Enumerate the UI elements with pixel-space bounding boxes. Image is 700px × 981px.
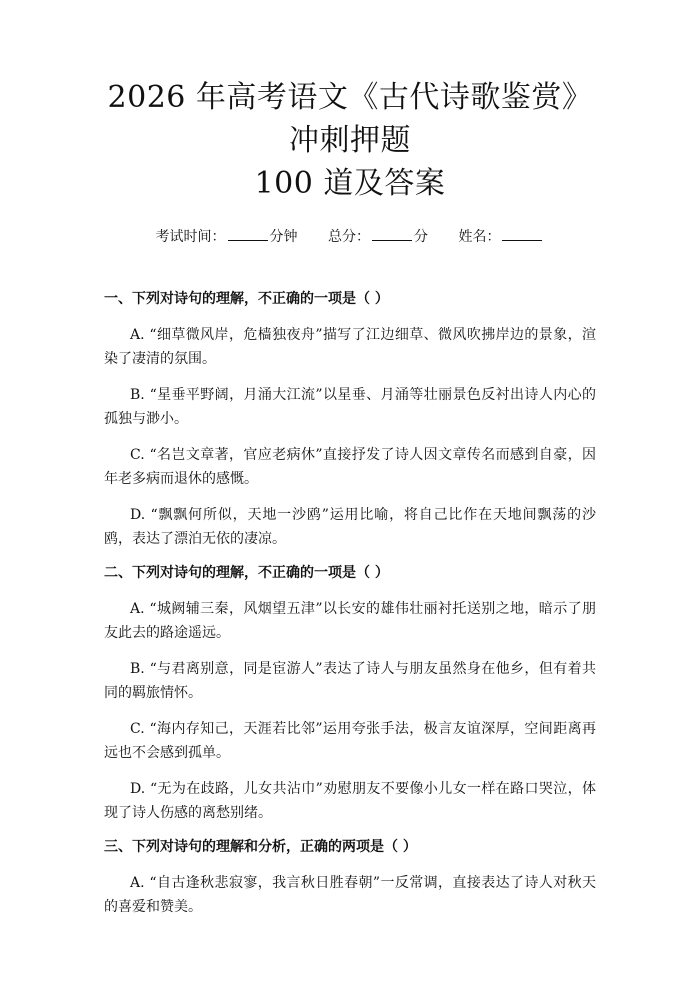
- option-c: C. “海内存知己，天涯若比邻”运用夸张手法，极言友谊深厚，空间距离再远也不会感到孤单。: [104, 721, 596, 761]
- exam-time-field: [156, 226, 298, 247]
- student-name-blank: [502, 226, 542, 241]
- option-a: A. “城阙辅三秦，风烟望五津”以长安的雄伟壮丽衬托送别之地，暗示了朋友此去的路途遥远。: [104, 601, 596, 641]
- option-b: B. “星垂平野阔，月涌大江流”以星垂、月涌等壮丽景色反衬出诗人内心的孤独与渺小。: [104, 387, 596, 427]
- option-d: D. “飘飘何所似，天地一沙鸥”运用比喻，将自己比作在天地间飘荡的沙鸥，表达了漂泊无依的凄凉。: [104, 507, 596, 547]
- question-heading: 二、下列对诗句的理解，不正确的一项是（ ）: [104, 565, 389, 581]
- exam-time-blank: [228, 226, 268, 241]
- total-score-field: [328, 226, 428, 247]
- question-3: [104, 837, 596, 919]
- option-a: A. “自古逢秋悲寂寥，我言秋日胜春朝”一反常调，直接表达了诗人对秋天的喜爱和赞美。: [104, 875, 596, 915]
- question-heading: 一、下列对诗句的理解，不正确的一项是（ ）: [104, 291, 389, 307]
- option-d: D. “无为在歧路，儿女共沾巾”劝慰朋友不要像小儿女一样在路口哭泣，体现了诗人伤感的离愁别绪。: [104, 781, 596, 821]
- total-score-label: 总分：: [328, 229, 370, 245]
- question-2: [104, 563, 596, 825]
- question-list: [104, 289, 596, 919]
- title-line-1: 2026 年高考语文《古代诗歌鉴赏》冲刺押题: [107, 80, 593, 158]
- student-name-label: 姓名：: [458, 229, 501, 245]
- document-title: [104, 76, 596, 205]
- exam-time-label: 考试时间：: [155, 229, 226, 245]
- title-line-2: 100 道及答案: [254, 166, 446, 201]
- option-b: B. “与君离别意，同是宦游人”表达了诗人与朋友虽然身在他乡，但有着共同的羁旅情怀。: [104, 661, 596, 701]
- question-1: [104, 289, 596, 551]
- total-score-unit: 分: [414, 229, 428, 245]
- total-score-blank: [372, 226, 412, 241]
- document-page: [0, 76, 700, 981]
- exam-info-line: [104, 226, 596, 247]
- option-a: A. “细草微风岸，危樯独夜舟”描写了江边细草、微风吹拂岸边的景象，渲染了凄清的氛围。: [104, 327, 596, 367]
- option-c: C. “名岂文章著，官应老病休”直接抒发了诗人因文章传名而感到自豪，因年老多病而退休的感慨。: [104, 447, 596, 487]
- question-heading: 三、下列对诗句的理解和分析，正确的两项是（ ）: [104, 839, 417, 855]
- exam-time-unit: 分钟: [269, 229, 298, 245]
- student-name-field: [458, 226, 544, 247]
